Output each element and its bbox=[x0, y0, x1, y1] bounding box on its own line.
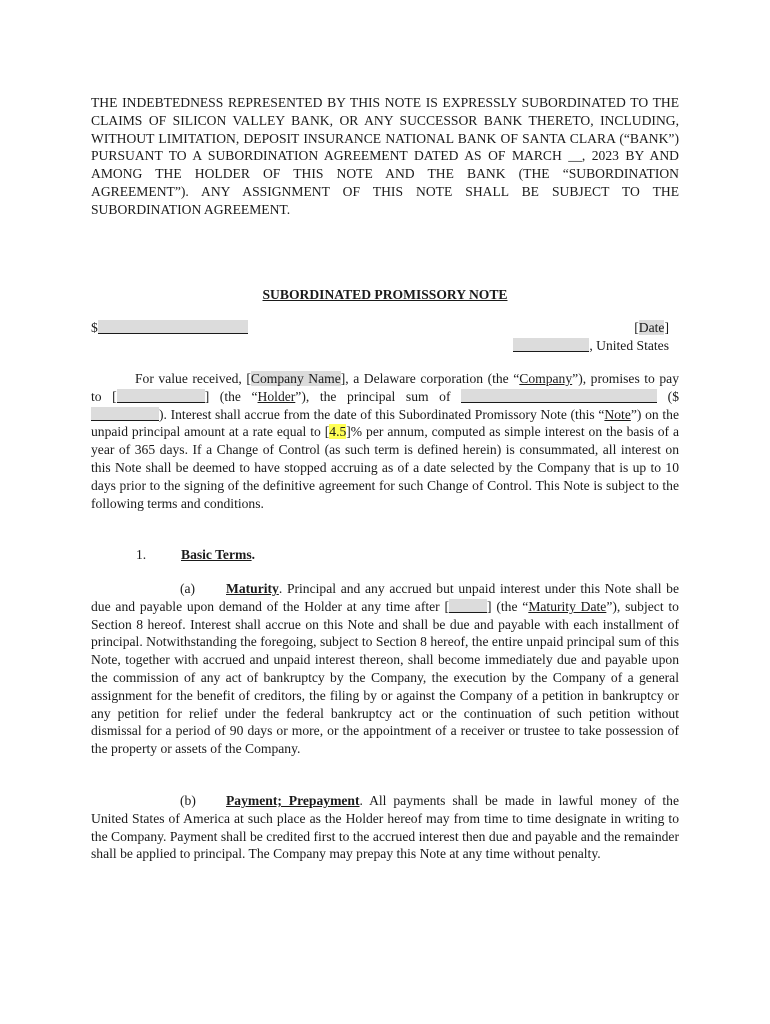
principal-amount-line bbox=[91, 319, 248, 337]
section-1-heading: 1. Basic Terms. bbox=[136, 547, 256, 562]
location-field[interactable] bbox=[513, 338, 589, 352]
date-line: [Date] bbox=[634, 320, 669, 335]
intro-paragraph: For value received, [Company Name], a Delaware corporation (the “Company”), promises to pay to [ ] (the “Holder”), the principal sum of ($). Interest shall accrue from the date of this Subordinated Promissory Note (this “Note”) on the unpaid principal amount at a rate equal to [4.5]% per annum, computed as simple interest on the basis of a year of 365 days. If a Change of Control (as such term is defined herein) is consummated, all interest on this Note shall be deemed to have stopped accruing as of a date selected by the Company that is up to 10 days prior to the signing of the definitive agreement for such Change of Control. This Note is subject to the following terms and conditions. bbox=[91, 371, 680, 511]
interest-rate-field[interactable]: 4.5 bbox=[329, 424, 347, 440]
principal-figure-field[interactable] bbox=[91, 407, 159, 421]
section-number: 1. bbox=[136, 547, 147, 562]
company-name-field[interactable]: Company Name bbox=[250, 371, 341, 386]
subordination-legend: THE INDEBTEDNESS REPRESENTED BY THIS NOTE IS EXPRESSLY SUBORDINATED TO THE CLAIMS OF SILICON VALLEY BANK, OR ANY SUCCESSOR BANK THERETO, INCLUDING, WITHOUT LIMITATION, DEPOSIT INSURANCE NATIONAL BANK OF SANTA CLARA (“BANK”) PURSUANT TO A SUBORDINATION AGREEMENT DATED AS OF MARCH __, 2023 BY AND AMONG THE HOLDER OF THIS NOTE AND THE BANK (THE “SUBORDINATION AGREEMENT”). ANY ASSIGNMENT OF THIS NOTE SHALL BE SUBJECT TO THE SUBORDINATION AGREEMENT. bbox=[91, 95, 679, 217]
principal-words-field[interactable] bbox=[461, 389, 657, 403]
payment-paragraph: (b) Payment; Prepayment. All payments shall be made in lawful money of the United States of America at such place as the Holder hereof may from time to time designate in writing to the Company. Payment shall be credited first to the accrued interest then due and payable and the remainder shall be applied to principal. The Company may prepay this Note at any time without penalty. bbox=[91, 793, 679, 862]
document-title: SUBORDINATED PROMISSORY NOTE bbox=[262, 287, 508, 302]
date-field[interactable]: Date bbox=[638, 320, 665, 335]
dollar-sign: $ bbox=[91, 320, 98, 335]
holder-name-field[interactable] bbox=[117, 389, 205, 403]
maturity-heading: Maturity bbox=[226, 581, 279, 596]
maturity-date-defined-term: Maturity Date bbox=[528, 598, 607, 614]
maturity-paragraph: (a) Maturity. Principal and any accrued but unpaid interest under this Note shall be due and payable upon demand of the Holder at any time after [ ] (the “Maturity Date”), subject to Section 8 hereof. Interest shall accrue on this Note and shall be due and payable with each installment of principal. Notwithstanding the foregoing, subject to Section 8 hereof, the entire unpaid principal sum of this Note, together with accrued and unpaid interest thereon, shall become immediately due and payable upon the commission of any act of bankruptcy by the Company, the execution by the Company of a general assignment for the benefit of creditors, the filing by or against the Company of a petition in bankruptcy or any petition for relief under the federal bankruptcy act or the continuation of such petition without dismissal for a period of 90 days or more, or the appointment of a receiver or trustee to take possession of the property or assets of the Company. bbox=[91, 581, 679, 757]
payment-heading: Payment; Prepayment bbox=[226, 793, 360, 808]
maturity-date-field[interactable] bbox=[449, 599, 487, 613]
subsection-a-label: (a) bbox=[180, 581, 196, 596]
location-line: , United States bbox=[513, 337, 669, 355]
subsection-b-label: (b) bbox=[180, 793, 196, 808]
company-defined-term: Company bbox=[519, 371, 573, 386]
principal-amount-field[interactable] bbox=[98, 320, 248, 334]
holder-defined-term: Holder bbox=[257, 388, 296, 404]
section-title: Basic Terms bbox=[181, 547, 252, 562]
note-defined-term: Note bbox=[604, 406, 631, 422]
